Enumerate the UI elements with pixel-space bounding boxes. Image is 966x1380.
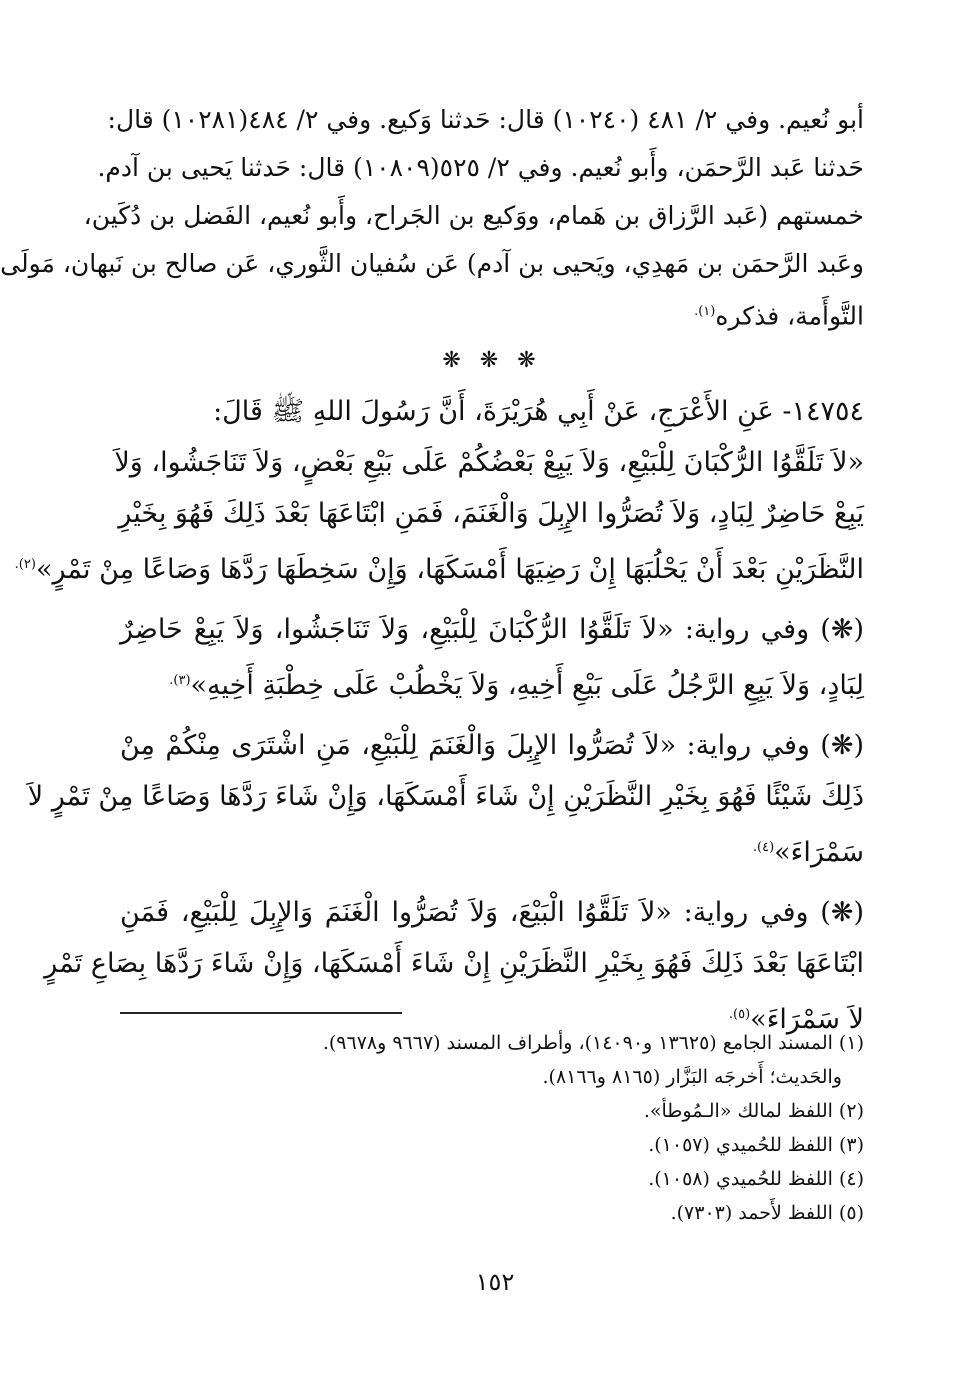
- intro-line: أبو نُعيم. وفي ٢/ ٤٨١ (١٠٢٤٠) قال: حَدثنا وَكيع. وفي ٢/ ٤٨٤(١٠٢٨١) قال:: [107, 105, 864, 134]
- footnote-ref: (٥).: [728, 1007, 751, 1022]
- intro-line: وعَبد الرَّحمَن بن مَهدِي، ويَحيى بن آدم) عَن سُفيان الثَّوري، عَن صالح بن نَبهان، مَولَى: [0, 249, 864, 278]
- hadith-text: النَّظَرَيْنِ بَعْدَ أَنْ يَحْلُبَهَا إِنْ رَضِيَهَا أَمْسَكَهَا، وَإِنْ سَخِطَهَا رَدَّهَا وَصَاعًا مِنْ تَمْرٍ»: [35, 554, 864, 585]
- footnote-ref: (١).: [694, 304, 716, 319]
- page-body: [0, 96, 864, 1040]
- footnote-item: (٥) اللفظ لأَحمد (٧٣٠٣).: [670, 1202, 864, 1224]
- riwaya-line: (❋) وفي رواية: «لاَ تُصَرُّوا الإِبِلَ وَالْغَنَمَ لِلْبَيْعِ، مَنِ اشْتَرَى مِنْكُمْ مِنْ: [120, 730, 864, 761]
- section-separator: ❋ ❋ ❋: [442, 348, 542, 373]
- footnote-ref: (٤).: [752, 840, 775, 855]
- footnote-item: (١) المسند الجامع (١٣٦٢٥ و١٤٠٩٠)، وأطراف المسند (٩٦٦٧ و٩٦٧٨).: [322, 1032, 864, 1054]
- footnote-item: والحَديث؛ أَخرجَه البَزَّار (٨١٦٥ و٨١٦٦).: [542, 1066, 842, 1088]
- riwaya-line: (❋) وفي رواية: «لاَ تَلَقَّوُا الْبَيْعَ، وَلاَ تُصَرُّوا الْغَنَمَ وَالإِبِلَ لِلْبَيْعِ، فَمَنِ: [120, 897, 864, 928]
- intro-line: خمستهم (عَبد الرَّزاق بن هَمام، ووَكيع بن الجَراح، وأَبو نُعيم، الفَضل بن دُكَين،: [83, 201, 864, 230]
- footnote-ref: (٢).: [14, 557, 36, 572]
- hadith-header: ١٤٧٥٤- عَنِ الأَعْرَجِ، عَنْ أَبِي هُرَيْرَةَ، أَنَّ رَسُولَ اللهِ ﷺ قَالَ:: [213, 396, 864, 427]
- intro-text: التَّوأَمة، فذكره: [715, 301, 864, 331]
- footnote-ref: (٣).: [169, 673, 191, 688]
- hadith-text-line: يَبِعْ حَاضِرٌ لِبَادٍ، وَلاَ تُصَرُّوا الإِبِلَ وَالْغَنَمَ، فَمَنِ ابْتَاعَهَا بَعْدَ ذَلِكَ فَهُوَ بِخَيْرِ: [118, 498, 864, 529]
- footnote-item: (٤) اللفظ للحُميدي (١٠٥٨).: [648, 1168, 864, 1190]
- riwaya-line: (❋) وفي رواية: «لاَ تَلَقَّوُا الرُّكْبَانَ لِلْبَيْعِ، وَلاَ تَنَاجَشُوا، وَلاَ يَبِعْ حَاضِرٌ: [120, 614, 864, 645]
- riwaya-line: [120, 822, 864, 873]
- footnote-item: (٣) اللفظ للحُميدي (١٠٥٧).: [648, 1134, 864, 1156]
- intro-line: [120, 288, 864, 336]
- footnote-divider: [120, 1012, 402, 1014]
- riwaya-line: [120, 655, 864, 706]
- hadith-text-line: [14, 539, 864, 590]
- riwaya-text: لِبَادٍ، وَلاَ يَبِعِ الرَّجُلُ عَلَى بَيْعِ أَخِيهِ، وَلاَ يَخْطُبْ عَلَى خِطْبَةِ أَخِيهِ»: [190, 670, 864, 701]
- page-number: ١٥٢: [475, 1268, 515, 1296]
- hadith-text-line: «لاَ تَلَقَّوُا الرُّكْبَانَ لِلْبَيْعِ، وَلاَ يَبِعْ بَعْضُكُمْ عَلَى بَيْعِ بَعْضٍ، وَلاَ تَنَاجَشُوا، وَلاَ: [114, 447, 864, 478]
- footnote-item: (٢) اللفظ لمالك «الـمُوطأ».: [643, 1100, 864, 1122]
- riwaya-text: لاَ سَمْرَاءَ»: [750, 1004, 864, 1035]
- riwaya-line: ذَلِكَ شَيْئًا فَهُوَ بِخَيْرِ النَّظَرَيْنِ إِنْ شَاءَ أَمْسَكَهَا، وَإِنْ شَاءَ رَدَّهَا وَصَاعًا مِنْ تَمْرٍ لاَ: [27, 781, 864, 812]
- riwaya-text: سَمْرَاءَ»: [774, 837, 864, 868]
- riwaya-line: ابْتَاعَهَا بَعْدَ ذَلِكَ فَهُوَ بِخَيْرِ النَّظَرَيْنِ إِنْ شَاءَ أَمْسَكَهَا، وَإِنْ شَاءَ رَدَّهَا بِصَاعِ تَمْرٍ: [44, 948, 864, 979]
- footnotes: [120, 1026, 864, 1230]
- intro-line: حَدثنا عَبد الرَّحمَن، وأَبو نُعيم. وفي ٢/ ٥٢٥(١٠٨٠٩) قال: حَدثنا يَحيى بن آدم.: [97, 153, 864, 182]
